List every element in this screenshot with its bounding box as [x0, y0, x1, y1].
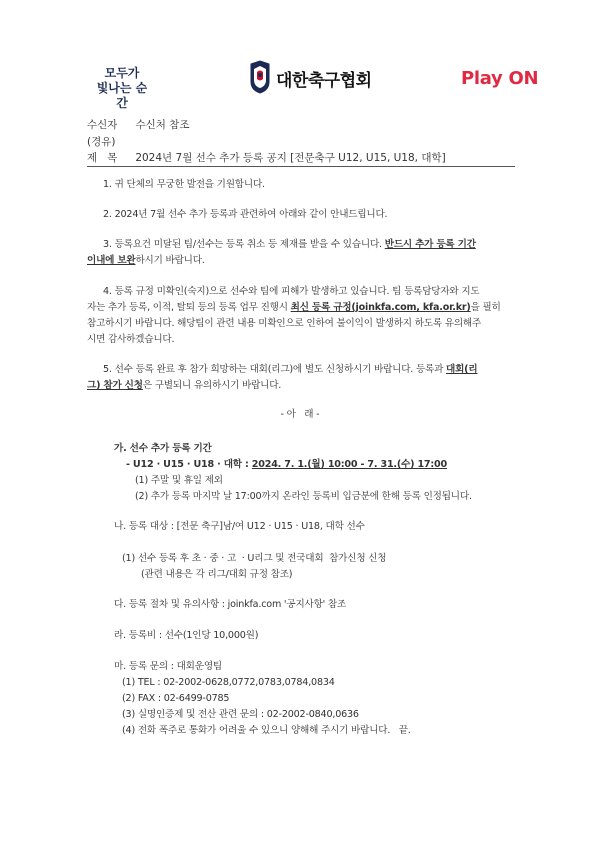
p4-emphasis: 최신 등록 규정(joinkfa.com, kfa.or.kr) — [290, 302, 471, 313]
item-na: 나. 등록 대상 : [전문 축구]남/여 U12 · U15 · U18, 대학 선수 — [114, 521, 365, 532]
p5-emphasis-a: 대회(리 — [446, 364, 478, 375]
item-ma: 마. 등록 문의 : 대회운영팀 — [114, 661, 222, 672]
item-ma-4: (4) 전화 폭주로 통화가 어려울 수 있으니 양해해 주시기 바랍니다. 끝. — [122, 725, 411, 736]
via-line: (경유) — [87, 136, 116, 148]
subject-label: 제 목 — [87, 152, 118, 164]
recipient-label: 수신자 — [87, 119, 118, 131]
annex-heading: - 아 래 - — [280, 409, 320, 420]
kfa-crest-icon — [249, 60, 271, 94]
paragraph-1: 1. 귀 단체의 무궁한 발전을 기원합니다. — [103, 179, 265, 190]
p5-emphasis-b: 그) 참가 신청 — [87, 380, 143, 391]
item-ma-3: (3) 실명인증제 및 전산 관련 문의 : 02-2002-0840,0636 — [122, 709, 359, 720]
recipient-line — [87, 117, 190, 132]
recipient-value: 수신처 참조 — [135, 119, 190, 131]
paragraph-5: 5. 선수 등록 완료 후 참가 희망하는 대회(리그)에 별도 신청하시기 바랍니다. 등록과 대회(리 그) 참가 신청은 구별되니 유의하시기 바랍니다. — [87, 364, 478, 391]
play-on-logo: Play ON — [461, 68, 539, 89]
slogan-line-1: 모두가 — [104, 66, 140, 80]
org-name: 대한축구협회 — [276, 71, 372, 91]
subject-line — [87, 150, 446, 165]
item-da: 다. 등록 절차 및 유의사항 : joinkfa.com '공지사항' 참조 — [114, 599, 347, 610]
paragraph-2: 2. 2024년 7월 선수 추가 등록과 관련하여 아래와 같이 안내드립니다. — [103, 209, 388, 220]
item-ga-period: - U12 · U15 · U18 · 대학 : 2024. 7. 1.(월) 10:00 - 7. 31.(수) 17:00 — [126, 459, 447, 470]
item-ga-title: 가. 선수 추가 등록 기간 — [114, 443, 212, 454]
item-ma-1: (1) TEL : 02-2002-0628,0772,0783,0784,0834 — [122, 677, 335, 688]
header-divider — [87, 166, 515, 167]
registration-period: 2024. 7. 1.(월) 10:00 - 7. 31.(수) 17:00 — [251, 459, 447, 470]
item-ga-1: (1) 주말 및 휴일 제외 — [135, 475, 223, 486]
p3-emphasis-b: 이내에 보완 — [87, 255, 136, 266]
p3-emphasis-a: 반드시 추가 등록 기간 — [384, 239, 476, 250]
item-ga-2: (2) 추가 등록 마지막 날 17:00까지 온라인 등록비 입금분에 한해 등록 인정됩니다. — [135, 491, 472, 502]
slogan-logo — [92, 66, 152, 111]
item-ma-2: (2) FAX : 02-6499-0785 — [122, 693, 230, 704]
item-na-1-note: (관련 내용은 각 리그/대회 규정 참조) — [141, 569, 293, 580]
paragraph-4: 4. 등록 규정 미확인(숙지)으로 선수와 팀에 피해가 발생하고 있습니다. 팀 등록담당자와 지도 자는 추가 등록, 이적, 탈퇴 등의 등록 업무 진행시 최신 등록 규정(joinkfa.com, kfa.or.kr)을 필히 참고하시기 바랍니다. 해당팀이 관련 내용 미확인으로 인하여 불이익이 발생하지 하도록 유의해주 시면 감사하겠습니다. — [87, 286, 501, 345]
item-na-1: (1) 선수 등록 후 초 · 중 · 고 · U리그 및 전국대회 참가신청 신청 — [122, 553, 387, 564]
subject-value: 2024년 7월 선수 추가 등록 공지 [전문축구 U12, U15, U18, 대학] — [135, 152, 446, 164]
item-ra: 라. 등록비 : 선수(1인당 10,000원) — [114, 630, 259, 641]
slogan-line-2: 빛나는 순간 — [96, 81, 148, 110]
paragraph-3: 3. 등록요건 미달된 팀/선수는 등록 취소 등 제재를 받을 수 있습니다. 반드시 추가 등록 기간 이내에 보완하시기 바랍니다. — [87, 239, 476, 266]
